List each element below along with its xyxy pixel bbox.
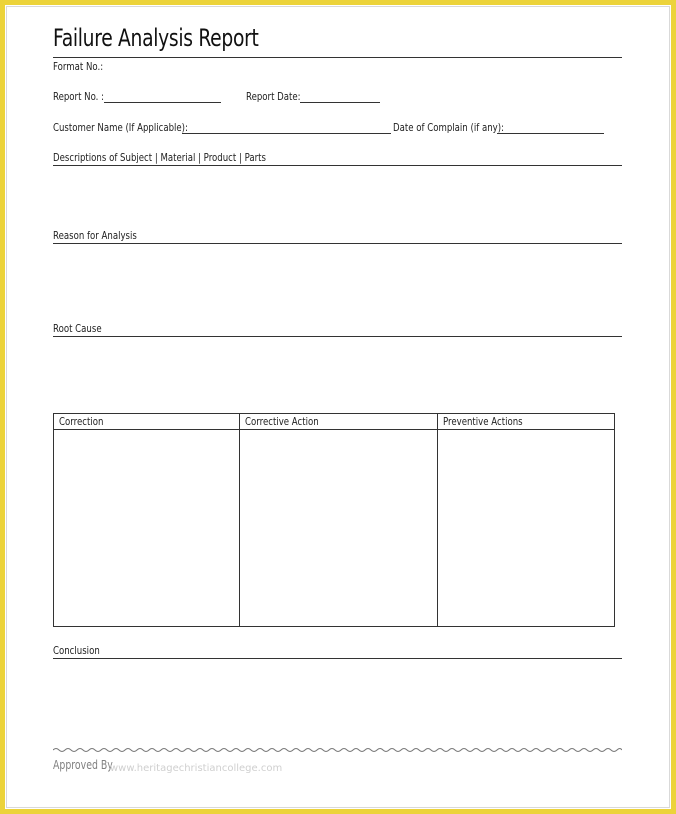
report-no-label: Report No. : [53, 90, 105, 103]
report-no-field[interactable] [104, 102, 221, 103]
column-header-correction: Correction [59, 415, 104, 428]
root-cause-rule [53, 336, 622, 337]
column-header-corrective-action: Corrective Action [245, 415, 319, 428]
descriptions-rule [53, 165, 622, 166]
root-cause-heading: Root Cause [53, 322, 102, 335]
approved-by-label: Approved By [53, 758, 113, 772]
descriptions-heading: Descriptions of Subject | Material | Product | Parts [53, 151, 267, 164]
table-column-divider [437, 414, 438, 626]
title-underline [53, 57, 622, 58]
reason-heading: Reason for Analysis [53, 229, 137, 242]
table-header-rule [54, 429, 614, 430]
conclusion-rule [53, 658, 622, 659]
report-date-field[interactable] [300, 102, 380, 103]
date-of-complain-label: Date of Complain (if any): [393, 121, 504, 134]
reason-rule [53, 243, 622, 244]
actions-table [53, 413, 615, 627]
conclusion-heading: Conclusion [53, 644, 100, 657]
format-no-label: Format No.: [53, 60, 104, 73]
report-title: Failure Analysis Report [53, 24, 259, 52]
date-of-complain-field[interactable] [497, 133, 604, 134]
watermark-text: www.heritagechristiancollege.com [110, 763, 283, 774]
customer-name-label: Customer Name (If Applicable): [53, 121, 188, 134]
customer-name-field[interactable] [182, 133, 391, 134]
torn-edge [53, 746, 622, 754]
column-header-preventive-actions: Preventive Actions [443, 415, 523, 428]
table-column-divider [239, 414, 240, 626]
report-date-label: Report Date: [246, 90, 301, 103]
